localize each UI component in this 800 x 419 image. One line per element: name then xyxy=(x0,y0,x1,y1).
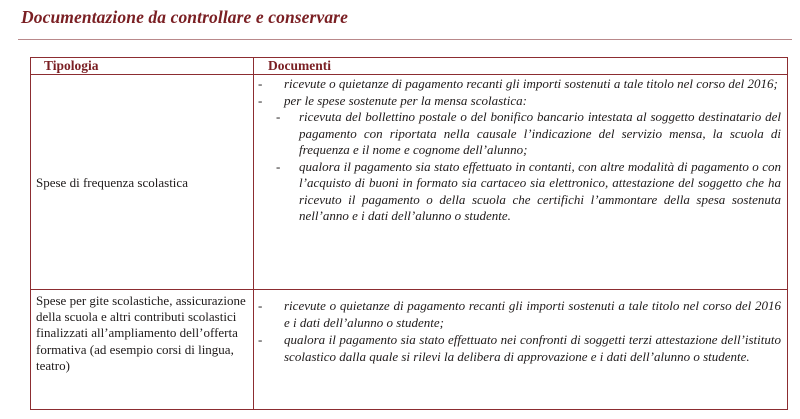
list-item-text: qualora il pagamento sia stato effettuato nei confronti di soggetti terzi attestazione dell’istituto scolastico dalla quale si rilevi la delibera di approvazione e i dati dell’alunno o studente. xyxy=(284,332,781,364)
header-tipologia: Tipologia xyxy=(31,58,254,75)
documenti-cell xyxy=(254,290,788,410)
list-item xyxy=(254,93,781,110)
tipologia-cell xyxy=(31,290,254,410)
sub-list-item xyxy=(272,159,781,225)
table-row xyxy=(31,290,788,410)
list-item-text: per le spese sostenute per la mensa scolastica: xyxy=(284,92,527,108)
documenti-cell xyxy=(254,75,788,290)
list-item xyxy=(254,76,781,93)
sub-list xyxy=(254,109,781,225)
title-divider xyxy=(18,39,792,40)
bullet-dash: - xyxy=(258,298,263,313)
table-row xyxy=(31,75,788,290)
tipologia-cell xyxy=(31,75,254,290)
bullet-dash: - xyxy=(258,76,263,91)
page-title: Documentazione da controllare e conservare xyxy=(21,7,348,27)
tipologia-text: Spese di frequenza scolastica xyxy=(36,174,188,190)
table-header-row xyxy=(31,58,788,75)
sub-list-item xyxy=(272,109,781,159)
list-item xyxy=(254,331,781,365)
bullet-dash: - xyxy=(276,109,281,124)
bullet-dash: - xyxy=(258,92,263,108)
bullet-dash: - xyxy=(276,158,281,174)
sub-list-item-text: ricevuta del bollettino postale o del bonifico bancario intestata al soggetto destinatario del pagamento con riportata nella causale l’indicazione del servizio mensa, la scuola di frequenza e il nome e cognome dell’alunno; xyxy=(299,109,781,157)
bullet-dash: - xyxy=(258,332,263,347)
tipologia-text: Spese per gite scolastiche, assicurazione della scuola e altri contributi scolastici finalizzati all’ampliamento dell’offerta formativa (ad esempio corsi di lingua, teatro) xyxy=(36,293,246,373)
header-documenti: Documenti xyxy=(254,58,788,75)
list-item xyxy=(254,297,781,331)
documents-table xyxy=(30,57,788,410)
list-item-text: ricevute o quietanze di pagamento recanti gli importi sostenuti a tale titolo nel corso del 2016; xyxy=(284,76,778,91)
sub-list-item-text: qualora il pagamento sia stato effettuato in contanti, con altre modalità di pagamento o con l’acquisto di buoni in formato sia cartaceo sia elettronico, attestazione del soggetto che ha ricevuto il pagamento o della scuola che certifichi l’ammontare della spesa sostenuta nell’anno e i dati dell’alunno o studente. xyxy=(299,158,781,223)
list-item-text: ricevute o quietanze di pagamento recanti gli importi sostenuti a tale titolo nel corso del 2016 e i dati dell’alunno o studente; xyxy=(284,298,781,330)
